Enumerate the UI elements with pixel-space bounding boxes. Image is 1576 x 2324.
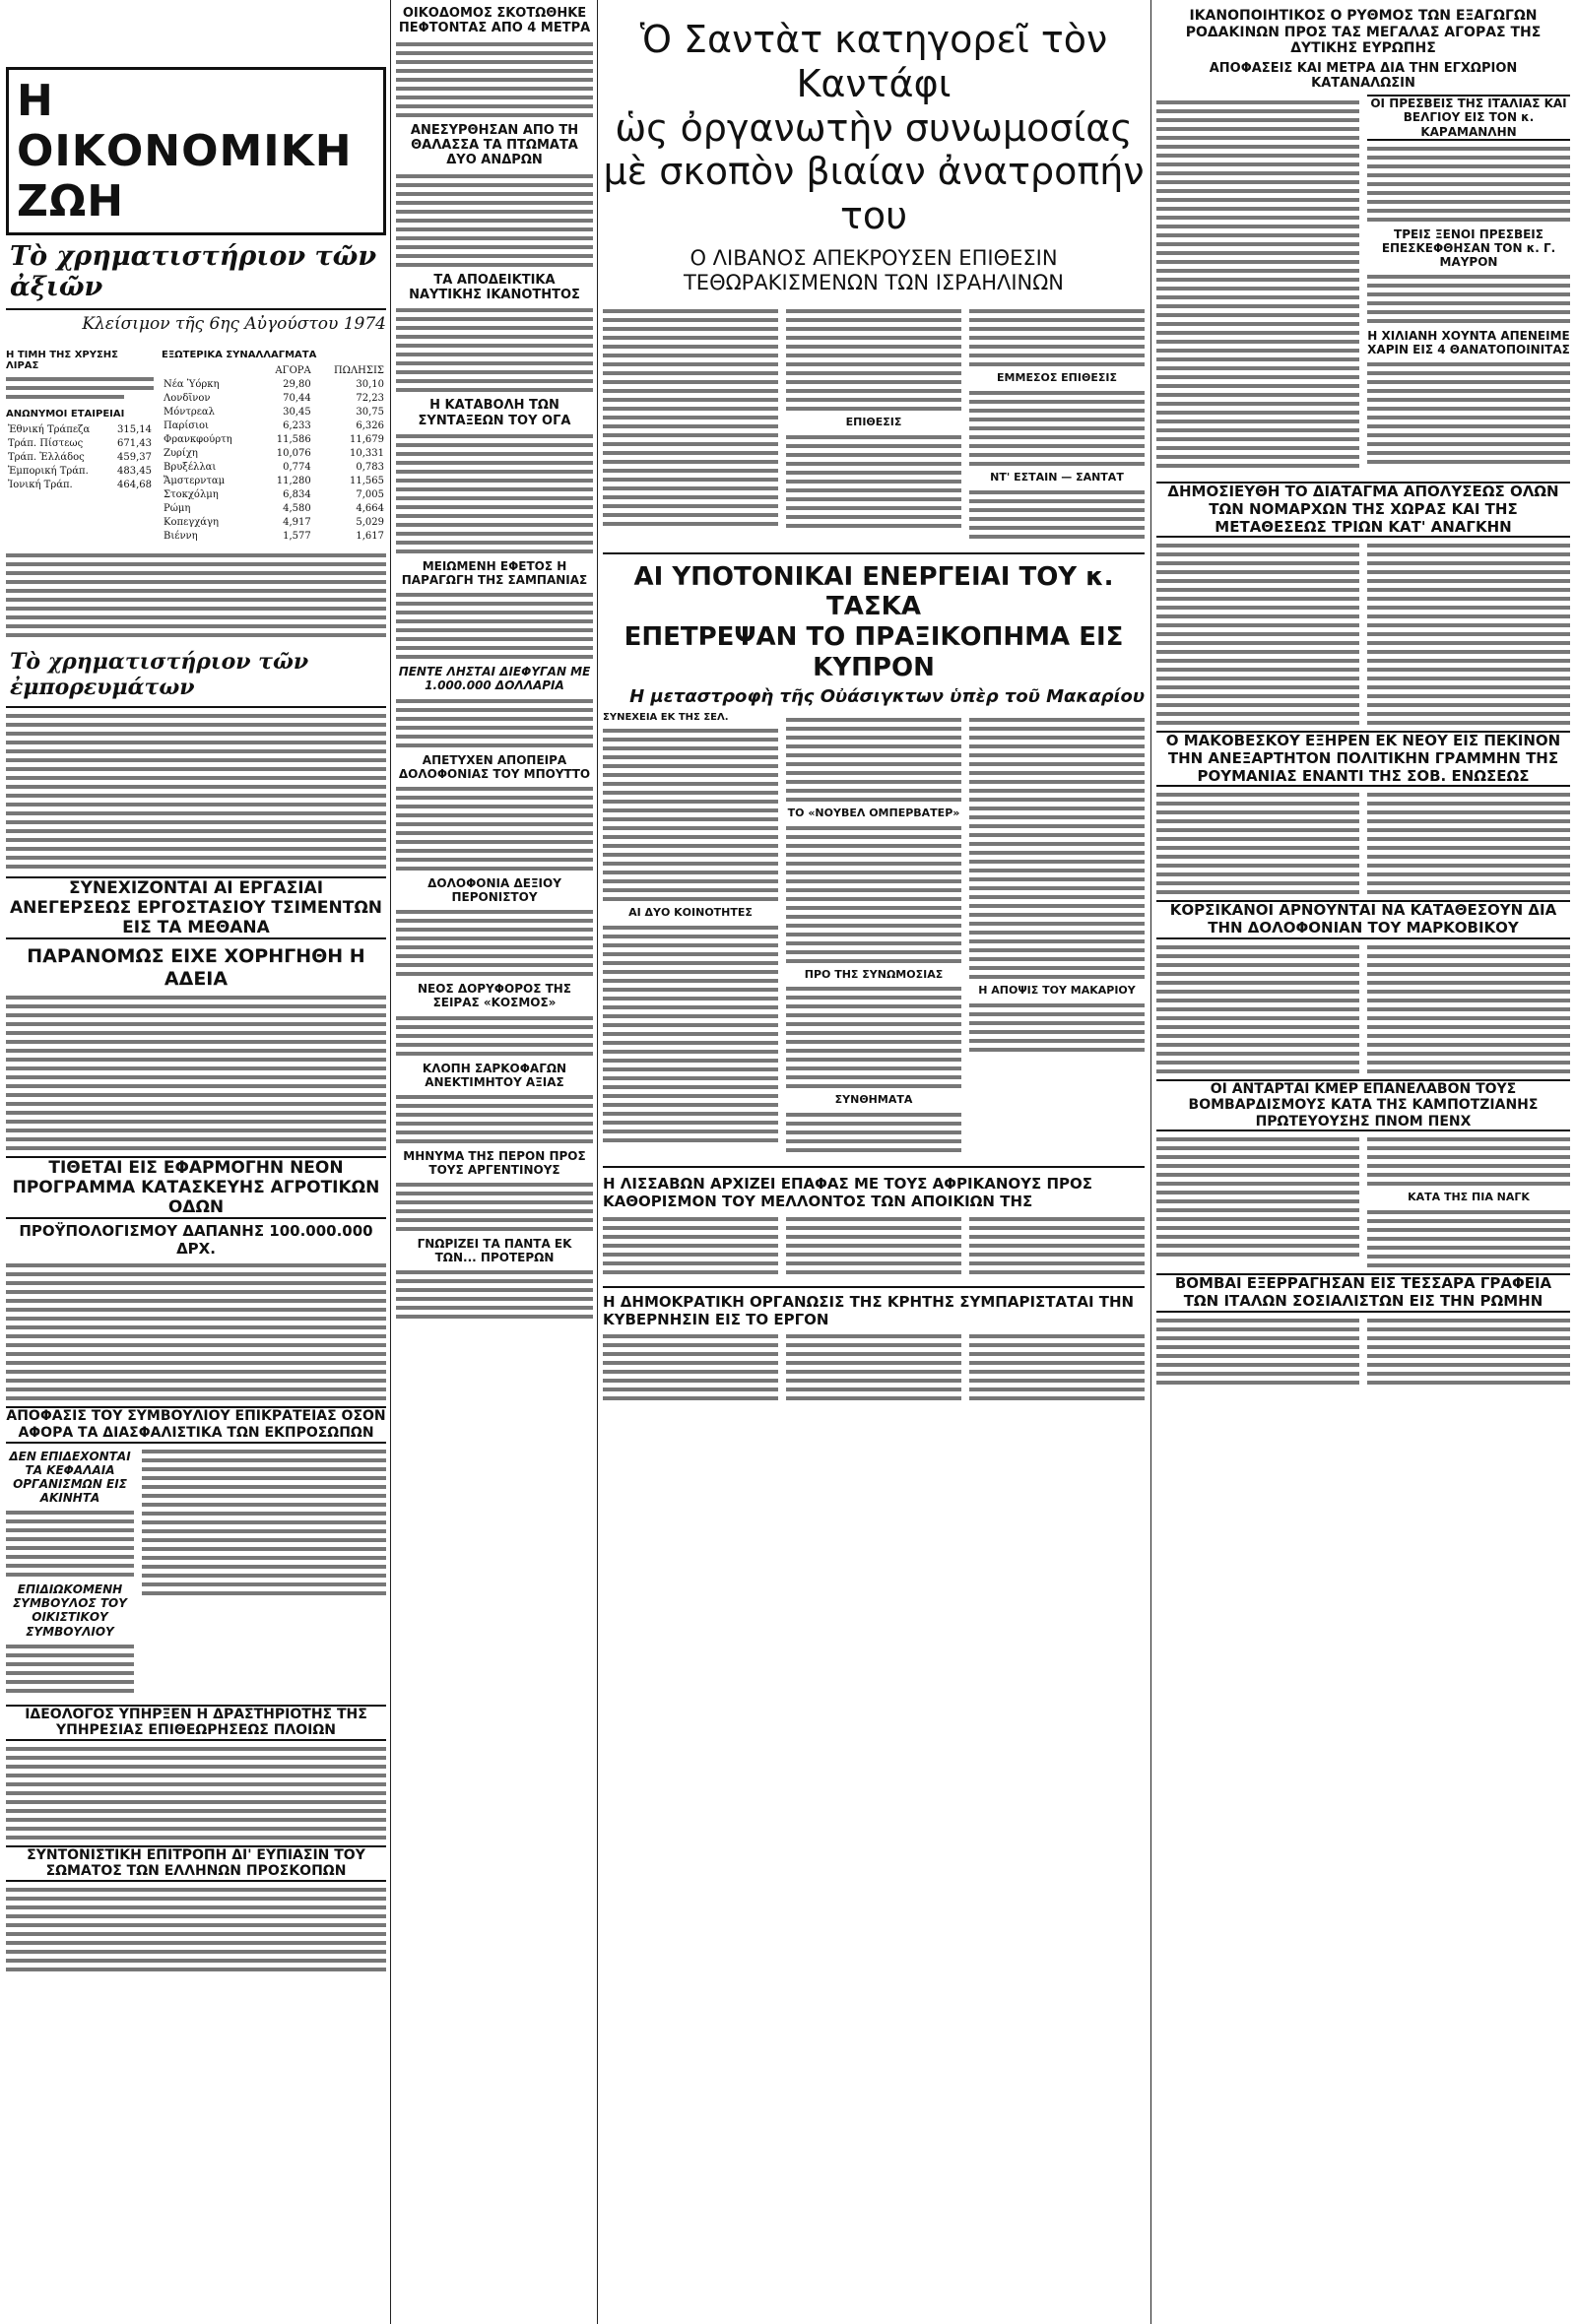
fx-row [162, 447, 386, 461]
article-lisbon-1 [603, 1217, 778, 1274]
fx-cell: 0,774 [283, 462, 311, 473]
article-cyprus-2 [603, 926, 778, 1142]
fx-cell: Ζυρίχη [164, 448, 198, 459]
equity-row [6, 423, 154, 437]
fx-row [162, 502, 386, 516]
lead-headline-line-1: Ὁ Σαντὰτ κατηγορεῖ τὸν Καντάφι [639, 18, 1108, 105]
fx-row [162, 433, 386, 447]
fx-cell: Λονδῖνον [164, 393, 211, 404]
fx-cell: Νέα Ὑόρκη [164, 379, 220, 390]
article-crete-1 [603, 1334, 778, 1400]
article-sadat-4 [969, 490, 1145, 539]
headline-bodies: ΑΝΕΣΥΡΘΗΣΑΝ ΑΠΟ ΤΗ ΘΑΛΑΣΣΑ ΤΑ ΠΤΩΜΑΤΑ ΔΥΟ ΑΝΔΡΩΝ [410, 122, 579, 168]
headline-slogans: ΣΥΝΘΗΜΑΤΑ [834, 1093, 913, 1107]
article-sadat-3 [969, 309, 1145, 366]
fx-row [162, 461, 386, 475]
article-jerusalem [969, 391, 1145, 466]
article-robbers [396, 699, 593, 747]
fx-cell: 70,44 [283, 393, 311, 404]
headline-ship-inspection: ΙΔΕΟΛΟΓΟΣ ΥΠΗΡΞΕΝ Η ΔΡΑΣΤΗΡΙΟΤΗΣ ΤΗΣ ΥΠΗΡΕΣΙΑΣ ΕΠΙΘΕΩΡΗΣΕΩΣ ΠΛΟΙΩΝ [6, 1705, 386, 1741]
stock-exchange-title: Τὸ χρηματιστήριον τῶν ἀξιῶν [6, 235, 386, 310]
article-prefects-2 [1367, 544, 1570, 725]
fx-cell: Ρώμη [164, 503, 191, 514]
column-rule [597, 0, 598, 2324]
equities-table [6, 423, 154, 492]
fx-cell: 10,076 [276, 448, 311, 459]
world-news-column [1156, 0, 1570, 2324]
fx-cell: 6,834 [283, 489, 311, 500]
fx-cell: Βιέννη [164, 531, 198, 542]
fx-cell: 6,326 [356, 420, 384, 431]
headline-three-ambassadors: ΤΡΕΙΣ ΞΕΝΟΙ ΠΡΕΣΒΕΙΣ ΕΠΕΣΚΕΦΘΗΣΑΝ ΤΟΝ κ. Γ. ΜΑΥΡΟΝ [1381, 226, 1556, 269]
column-rule [390, 0, 391, 2324]
article-khmer-2 [1367, 1137, 1570, 1186]
fx-cell: 0,783 [356, 462, 384, 473]
headline-makarios-view: Η ΑΠΟΨΙΣ ΤΟΥ ΜΑΚΑΡΙΟΥ [978, 983, 1136, 997]
article-naval-certificates [396, 308, 593, 392]
article-satellite [396, 1016, 593, 1056]
article-cyprus-7 [969, 718, 1145, 979]
article-ambassadors [1367, 147, 1570, 222]
fx-cell: Βρυξέλλαι [164, 462, 217, 473]
article-rural-roads [6, 1263, 386, 1400]
headline-sarcophagi: ΚΛΟΠΗ ΣΑΡΚΟΦΑΓΩΝ ΑΝΕΚΤΙΜΗΤΟΥ ΑΞΙΑΣ [422, 1061, 567, 1089]
headline-state-council: ΑΠΟΦΑΣΙΣ ΤΟΥ ΣΥΜΒΟΥΛΙΟΥ ΕΠΙΚΡΑΤΕΙΑΣ ΟΣΟΝ ΑΦΟΡΑ ΤΑ ΔΙΑΣΦΑΛΙΣΤΙΚΑ ΤΩΝ ΕΚΠΡΟΣΩΠΩΝ [6, 1406, 386, 1443]
article-crete-2 [786, 1334, 961, 1400]
fx-row [162, 530, 386, 544]
article-makovescu-2 [1367, 793, 1570, 894]
commodity-text [6, 714, 386, 869]
article-scouts [6, 1888, 386, 1971]
headline-pia-nagk: ΚΑΤΑ ΤΗΣ ΠΙΑ ΝΑΓΚ [1408, 1191, 1530, 1204]
headline-peronist: ΔΟΛΟΦΟΝΙΑ ΔΕΞΙΟΥ ΠΕΡΟΝΙΣΤΟΥ [427, 875, 561, 905]
column-rule [1150, 0, 1151, 2324]
headline-sadat: ΝΤ' ΕΣΤΑΙΝ — ΣΑΝΤΑΤ [990, 470, 1124, 484]
headline-naval-certificates: ΤΑ ΑΠΟΔΕΙΚΤΙΚΑ ΝΑΥΤΙΚΗΣ ΙΚΑΝΟΤΗΤΟΣ [409, 272, 580, 302]
fx-cell: 30,10 [356, 379, 384, 390]
cyprus-headline-line-2: ΕΠΕΤΡΕΨΑΝ ΤΟ ΠΡΑΞΙΚΟΠΗΜΑ ΕΙΣ ΚΥΠΡΟΝ [624, 621, 1124, 682]
article-three-ambassadors [1367, 275, 1570, 323]
section-masthead: Η ΟΙΚΟΝΟΜΙΚΗ ΖΩΗ [6, 67, 386, 235]
equity-row [6, 465, 154, 479]
section-rule [603, 1286, 1145, 1288]
headline-rural-roads-sub: ΠΡΟΫΠΟΛΟΓΙΣΜΟΥ ΔΑΠΑΝΗΣ 100.000.000 ΔΡΧ. [19, 1222, 373, 1258]
headline-conspiracy: ΠΡΟ ΤΗΣ ΣΥΝΩΜΟΣΙΑΣ [804, 967, 944, 981]
fx-row [162, 392, 386, 406]
gold-text [6, 377, 154, 399]
equity-name: Τράπ. Πίστεως [8, 438, 84, 449]
article-ship-inspection [6, 1747, 386, 1840]
headline-robbers: ΠΕΝΤΕ ΛΗΣΤΑΙ ΔΙΕΦΥΓΑΝ ΜΕ 1.000.000 ΔΟΛΛΑΡΙΑ [398, 665, 591, 693]
fx-cell: Στοκχόλμη [164, 489, 219, 500]
headline-attack: ΕΠΙΘΕΣΙΣ [845, 415, 902, 428]
article-corsica-1 [1156, 945, 1359, 1073]
headline-rome-bombs: ΒΟΜΒΑΙ ΕΞΕΡΡΑΓΗΣΑΝ ΕΙΣ ΤΕΣΣΑΡΑ ΓΡΑΦΕΙΑ ΤΩΝ ΙΤΑΛΩΝ ΣΟΣΙΑΛΙΣΤΩΝ ΕΙΣ ΤΗΝ ΡΩΜΗΝ [1156, 1273, 1570, 1312]
article-peaches-1 [1156, 100, 1359, 468]
headline-champagne: ΜΕΙΩΜΕΝΗ ΕΦΕΤΟΣ Η ΠΑΡΑΓΩΓΗ ΤΗΣ ΣΑΜΠΑΝΙΑΣ [401, 558, 588, 588]
article-cyprus-3 [786, 718, 961, 802]
fx-col-buy: ΑΓΟΡΑ [275, 365, 311, 376]
headline-license: ΠΑΡΑΝΟΜΩΣ ΕΙΧΕ ΧΟΡΗΓΗΘΗ Η ΑΔΕΙΑ [27, 945, 365, 990]
headline-capital: ΔΕΝ ΕΠΙΔΕΧΟΝΤΑΙ ΤΑ ΚΕΦΑΛΑΙΑ ΟΡΓΑΝΙΣΜΩΝ ΕΙΣ ΑΚΙΝΗΤΑ [9, 1449, 131, 1505]
fx-cell: Ἄμστερνταμ [164, 476, 226, 486]
article-rome-bombs-1 [1156, 1319, 1359, 1385]
equity-price: 315,14 [117, 424, 152, 435]
lead-subheadline: Ο ΛΙΒΑΝΟΣ ΑΠΕΚΡΟΥΣΕΝ ΕΠΙΘΕΣΙΝ ΤΕΘΩΡΑΚΙΣΜΕΝΩΝ ΤΩΝ ΙΣΡΑΗΛΙΝΩΝ [683, 246, 1065, 294]
article-lisbon-2 [786, 1217, 961, 1274]
headline-peaches: ΙΚΑΝΟΠΟΙΗΤΙΚΟΣ Ο ΡΥΘΜΟΣ ΤΩΝ ΕΞΑΓΩΓΩΝ ΡΟΔΑΚΙΝΩΝ ΠΡΟΣ ΤΑΣ ΜΕΓΑΛΑΣ ΑΓΟΡΑΣ ΤΗΣ ΔΥΤΙΚΗΣ ΕΥΡΩΠΗΣ [1185, 8, 1542, 57]
article-cyprus-6 [786, 1113, 961, 1152]
article-attack [786, 435, 961, 528]
equity-name: Ἑμπορική Τράπ. [8, 466, 89, 477]
main-news-column [603, 0, 1145, 2324]
article-methana [6, 996, 386, 1150]
article-pia-nagk [1367, 1210, 1570, 1267]
article-crete-3 [969, 1334, 1145, 1400]
fx-cell: 11,280 [276, 476, 311, 486]
fx-cell: 4,580 [283, 503, 311, 514]
article-chile [1367, 362, 1570, 464]
article-sadat-1 [603, 309, 778, 526]
article-champagne [396, 593, 593, 659]
fx-cell: Παρίσιοι [164, 420, 209, 431]
headline-rural-roads: ΤΙΘΕΤΑΙ ΕΙΣ ΕΦΑΡΜΟΓΗΝ ΝΕΟΝ ΠΡΟΓΡΑΜΜΑ ΚΑΤΑΣΚΕΥΗΣ ΑΓΡΟΤΙΚΩΝ ΟΔΩΝ [6, 1156, 386, 1219]
fx-cell: 7,005 [356, 489, 384, 500]
article-cyprus-4 [786, 826, 961, 963]
fx-title: ΕΞΩΤΕΡΙΚΑ ΣΥΝΑΛΛΑΓΜΑΤΑ [162, 350, 317, 360]
article-bodies [396, 174, 593, 267]
headline-peaches-sub: ΑΠΟΦΑΣΕΙΣ ΚΑΙ ΜΕΤΡΑ ΔΙΑ ΤΗΝ ΕΓΧΩΡΙΟΝ ΚΑΤΑΝΑΛΩΣΙΝ [1209, 60, 1518, 91]
fx-row [162, 516, 386, 530]
fx-cell: 4,917 [283, 517, 311, 528]
section-rule [603, 1166, 1145, 1168]
headline-builder-death: ΟΙΚΟΔΟΜΟΣ ΣΚΟΤΩΘΗΚΕ ΠΕΦΤΟΝΤΑΣ ΑΠΟ 4 ΜΕΤΡΑ [398, 6, 591, 36]
fx-cell: 11,565 [350, 476, 384, 486]
commodity-title: Τὸ χρηματιστήριον τῶν ἐμπορευμάτων [6, 643, 386, 708]
article-corsica-2 [1367, 945, 1570, 1073]
fx-cell: 29,80 [283, 379, 311, 390]
headline-pensions: Η ΚΑΤΑΒΟΛΗ ΤΩΝ ΣΥΝΤΑΞΕΩΝ ΤΟΥ ΟΓΑ [418, 398, 571, 428]
equity-price: 464,68 [117, 480, 152, 490]
article-cyprus-8 [969, 1003, 1145, 1052]
headline-crete: Η ΔΗΜΟΚΡΑΤΙΚΗ ΟΡΓΑΝΩΣΙΣ ΤΗΣ ΚΡΗΤΗΣ ΣΥΜΠΑΡΙΣΤΑΤΑΙ ΤΗΝ ΚΥΒΕΡΝΗΣΙΝ ΕΙΣ ΤΟ ΕΡΓΟΝ [603, 1292, 1135, 1328]
headline-makovescu: Ο ΜΑΚΟΒΕΣΚΟΥ ΕΞΗΡΕΝ ΕΚ ΝΕΟΥ ΕΙΣ ΠΕΚΙΝΟΝ ΤΗΝ ΑΝΕΞΑΡΤΗΤΟΝ ΠΟΛΙΤΙΚΗΝ ΓΡΑΜΜΗΝ ΤΗΣ ΡΟΥΜΑΝΙΑΣ ΕΝΑΝΤΙ ΤΗΣ ΣΟΒ. ΕΝΩΣΕΩΣ [1156, 731, 1570, 787]
headline-scouts: ΣΥΝΤΟΝΙΣΤΙΚΗ ΕΠΙΤΡΟΠΗ ΔΙ' ΕΥΠΙΑΣΙΝ ΤΟΥ ΣΩΜΑΤΟΣ ΤΩΝ ΕΛΛΗΝΩΝ ΠΡΟΣΚΟΠΩΝ [6, 1845, 386, 1882]
equity-price: 671,43 [117, 438, 152, 449]
equity-row [6, 479, 154, 492]
fx-col-sell: ΠΩΛΗΣΙΣ [333, 365, 384, 376]
article-builder-death [396, 42, 593, 117]
article-peronist [396, 910, 593, 976]
stock-list-text [6, 553, 386, 637]
article-sarcophagi [396, 1095, 593, 1143]
headline-jerusalem: ΕΜΜΕΣΟΣ ΕΠΙΘΕΣΙΣ [997, 370, 1117, 384]
fx-cell: 6,233 [283, 420, 311, 431]
headline-satellite: ΝΕΟΣ ΔΟΡΥΦΟΡΟΣ ΤΗΣ ΣΕΙΡΑΣ «ΚΟΣΜΟΣ» [418, 982, 571, 1010]
fx-table [162, 364, 386, 544]
equity-price: 483,45 [117, 466, 152, 477]
fx-cell: 30,45 [283, 407, 311, 418]
headline-prefects: ΔΗΜΟΣΙΕΥΘΗ ΤΟ ΔΙΑΤΑΓΜΑ ΑΠΟΛΥΣΕΩΣ ΟΛΩΝ ΤΩΝ ΝΟΜΑΡΧΩΝ ΤΗΣ ΧΩΡΑΣ ΚΑΙ ΤΗΣ ΜΕΤΑΘΕΣΕΩΣ ΤΡΙΩΝ ΚΑΤ' ΑΝΑΓΚΗΝ [1156, 482, 1570, 538]
article-rome-bombs-2 [1367, 1319, 1570, 1385]
headline-taxes: ΓΝΩΡΙΖΕΙ ΤΑ ΠΑΝΤΑ ΕΚ ΤΩΝ... ΠΡΟΤΕΡΩΝ [417, 1237, 572, 1265]
headline-ambassadors: ΟΙ ΠΡΕΣΒΕΙΣ ΤΗΣ ΙΤΑΛΙΑΣ ΚΑΙ ΒΕΛΓΙΟΥ ΕΙΣ ΤΟΝ κ. ΚΑΡΑΜΑΝΛΗΝ [1367, 95, 1570, 140]
lead-headline-line-2: ὡς ὀργανωτὴν συνωμοσίας [615, 105, 1133, 150]
fx-row [162, 475, 386, 488]
equity-name: Ἰονική Τράπ. [8, 480, 73, 490]
article-taxes [396, 1270, 593, 1319]
headline-lisbon: Η ΛΙΣΣΑΒΩΝ ΑΡΧΙΖΕΙ ΕΠΑΦΑΣ ΜΕ ΤΟΥΣ ΑΦΡΙΚΑΝΟΥΣ ΠΡΟΣ ΚΑΘΟΡΙΣΜΟΝ ΤΟΥ ΜΕΛΛΟΝΤΟΣ ΤΩΝ ΑΠΟΙΚΙΩΝ ΤΗΣ [603, 1175, 1092, 1211]
article-cyprus-1 [603, 729, 778, 901]
headline-methana: ΣΥΝΕΧΙΖΟΝΤΑΙ ΑΙ ΕΡΓΑΣΙΑΙ ΑΝΕΓΕΡΣΕΩΣ ΕΡΓΟΣΤΑΣΙΟΥ ΤΣΙΜΕΝΤΩΝ ΕΙΣ ΤΑ ΜΕΘΑΝΑ [6, 876, 386, 939]
article-lisbon-3 [969, 1217, 1145, 1274]
article-state-council [142, 1450, 386, 1595]
headline-supervisor: ΕΠΙΔΙΩΚΟΜΕΝΗ ΣΥΜΒΟΥΛΟΣ ΤΟΥ ΟΙΚΙΣΤΙΚΟΥ ΣΥΜΒΟΥΛΙΟΥ [13, 1582, 127, 1639]
cyprus-continued: ΣΥΝΕΧΕΙΑ ΕΚ ΤΗΣ ΣΕΛ. [603, 711, 729, 723]
fx-cell: 5,029 [356, 517, 384, 528]
section-rule [603, 552, 1145, 554]
cyprus-headline-line-1: ΑΙ ΥΠΟΤΟΝΙΚΑΙ ΕΝΕΡΓΕΙΑΙ ΤΟΥ κ. ΤΑΣΚΑ [633, 561, 1114, 622]
fx-cell: 30,75 [356, 407, 384, 418]
fx-row [162, 420, 386, 433]
article-pensions [396, 434, 593, 553]
equities-title: ΑΝΩΝΥΜΟΙ ΕΤΑΙΡΕΙΑΙ [6, 409, 125, 420]
gold-title: Η ΤΙΜΗ ΤΗΣ ΧΡΥΣΗΣ ΛΙΡΑΣ [6, 350, 119, 371]
article-cyprus-5 [786, 987, 961, 1088]
headline-bhutto: ΑΠΕΤΥΧΕΝ ΑΠΟΠΕΙΡΑ ΔΟΛΟΦΟΝΙΑΣ ΤΟΥ ΜΠΟΥΤΤΟ [398, 752, 591, 781]
equity-row [6, 451, 154, 465]
fx-cell: 4,664 [356, 503, 384, 514]
fx-cell: 11,586 [276, 434, 311, 445]
article-bhutto [396, 787, 593, 871]
fx-row [162, 378, 386, 392]
article-peron-message [396, 1183, 593, 1231]
fx-cell: Κοπεγχάγη [164, 517, 220, 528]
financial-column [6, 0, 386, 2324]
article-makovescu-1 [1156, 793, 1359, 894]
headline-chile: Η ΧΙΛΙΑΝΗ ΧΟΥΝΤΑ ΑΠΕΝΕΙΜΕ ΧΑΡΙΝ ΕΙΣ 4 ΘΑΝΑΤΟΠΟΙΝΙΤΑΣ [1367, 329, 1570, 357]
article-sadat-2 [786, 309, 961, 411]
fx-row [162, 488, 386, 502]
cyprus-subheadline: Η μεταστροφὴ τῆς Οὐάσιγκτων ὑπὲρ τοῦ Μακαρίου [629, 686, 1145, 708]
headline-corsica: ΚΟΡΣΙΚΑΝΟΙ ΑΡΝΟΥΝΤΑΙ ΝΑ ΚΑΤΑΘΕΣΟΥΝ ΔΙΑ ΤΗΝ ΔΟΛΟΦΟΝΙΑΝ ΤΟΥ ΜΑΡΚΟΒΙΚΟΥ [1156, 900, 1570, 938]
article-supervisor [6, 1645, 134, 1693]
headline-peron-message: ΜΗΝΥΜΑ ΤΗΣ ΠΕΡΟΝ ΠΡΟΣ ΤΟΥΣ ΑΡΓΕΝΤΙΝΟΥΣ [403, 1148, 586, 1177]
lead-headline-line-3: μὲ σκοπὸν βιαίαν ἀνατροπήν του [603, 150, 1145, 238]
stock-date: Κλείσιμον τῆς 6ης Αὐγούστου 1974 [82, 314, 386, 334]
short-news-column [396, 0, 593, 2324]
equity-row [6, 437, 154, 451]
headline-two-communities: ΑΙ ΔΥΟ ΚΟΙΝΟΤΗΤΕΣ [628, 906, 753, 920]
headline-khmer: ΟΙ ΑΝΤΑΡΤΑΙ ΚΜΕΡ ΕΠΑΝΕΛΑΒΟΝ ΤΟΥΣ ΒΟΜΒΑΡΔΙΣΜΟΥΣ ΚΑΤΑ ΤΗΣ ΚΑΜΠΟΤΖΙΑΝΗΣ ΠΡΩΤΕΥΟΥΣΗΣ ΠΝΟΜ ΠΕΝΧ [1156, 1079, 1570, 1132]
fx-cell: 10,331 [350, 448, 384, 459]
headline-newsweek: ΤΟ «ΝΟΥΒΕΛ ΟΜΠΕΡΒΑΤΕΡ» [787, 806, 960, 819]
equity-name: Τράπ. Ἑλλάδος [8, 452, 85, 463]
fx-cell: 1,577 [283, 531, 311, 542]
fx-cell: Μόντρεαλ [164, 407, 216, 418]
fx-row [162, 406, 386, 420]
article-capital [6, 1511, 134, 1577]
fx-cell: 72,23 [356, 393, 384, 404]
fx-cell: 11,679 [350, 434, 384, 445]
article-prefects-1 [1156, 544, 1359, 725]
equity-name: Ἐθνική Τράπεζα [8, 424, 91, 435]
equity-price: 459,37 [117, 452, 152, 463]
article-khmer-1 [1156, 1137, 1359, 1267]
fx-cell: Φρανκφούρτη [164, 434, 232, 445]
fx-cell: 1,617 [356, 531, 384, 542]
